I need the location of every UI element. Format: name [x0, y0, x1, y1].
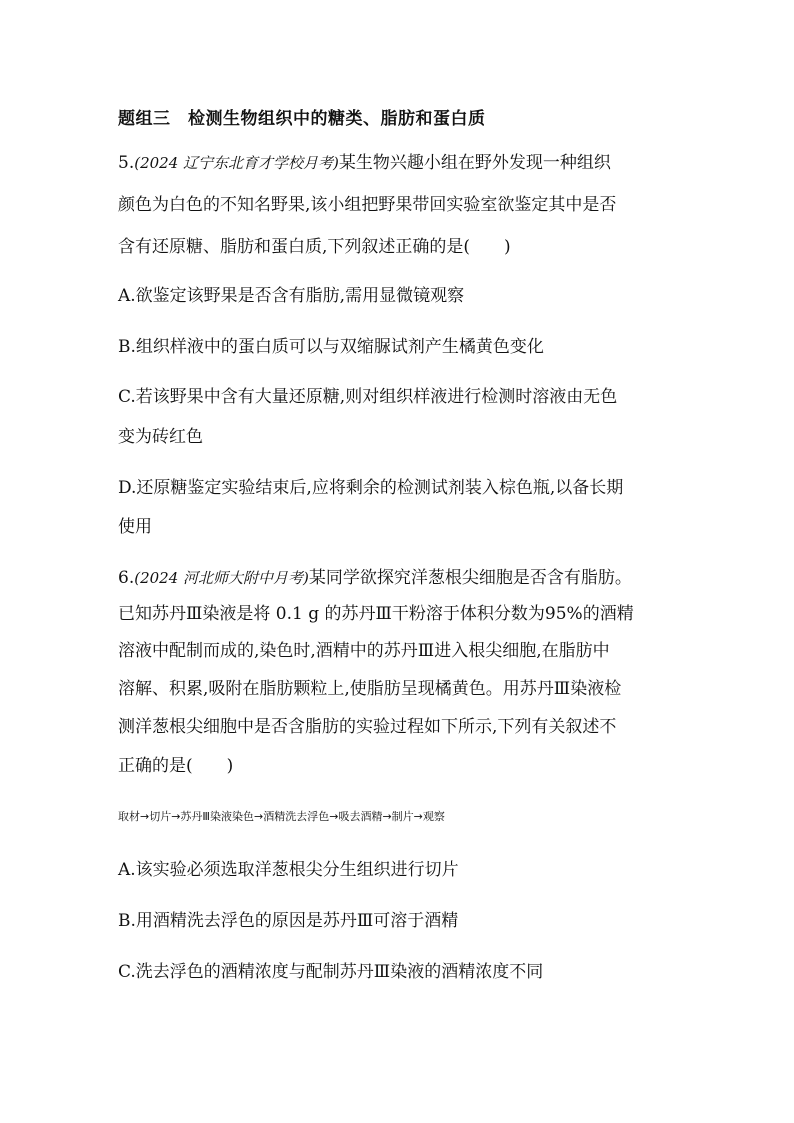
q6-stem-line-5: 测洋葱根尖细胞中是否含脂肪的实验过程如下所示,下列有关叙述不	[118, 717, 617, 737]
q5-option-c-line-1: C.若该野果中含有大量还原糖,则对组织样液进行检测时溶液由无色	[118, 387, 618, 407]
q5-option-a: A.欲鉴定该野果是否含有脂肪,需用显微镜观察	[118, 286, 465, 306]
q6-option-c: C.洗去浮色的酒精浓度与配制苏丹Ⅲ染液的酒精浓度不同	[118, 962, 544, 982]
q5-stem-line-2: 颜色为白色的不知名野果,该小组把野果带回实验室欲鉴定其中是否	[118, 195, 617, 215]
q6-stem-line-6	[118, 755, 233, 777]
q6-procedure-flow: 取材→切片→苏丹Ⅲ染液染色→酒精洗去浮色→吸去酒精→制片→观察	[118, 810, 445, 823]
q6-stem-line-3: 溶液中配制而成的,染色时,酒精中的苏丹Ⅲ进入根尖细胞,在脂肪中	[118, 641, 610, 661]
q6-stem-close: )	[226, 756, 234, 776]
q5-source: (2024 辽宁东北育才学校月考)	[134, 154, 339, 172]
section-title: 题组三 检测生物组织中的糖类、脂肪和蛋白质	[118, 109, 486, 129]
q5-option-b: B.组织样液中的蛋白质可以与双缩脲试剂产生橘黄色变化	[118, 337, 544, 357]
q5-stem-text-1: 某生物兴趣小组在野外发现一种组织	[338, 153, 611, 173]
q5-stem-close: )	[504, 237, 511, 257]
q5-stem-line-1	[118, 152, 611, 174]
q5-number: 5.	[118, 153, 135, 173]
q5-stem-text-3: 含有还原糖、脂肪和蛋白质,下列叙述正确的是(	[118, 237, 471, 257]
q6-option-a: A.该实验必须选取洋葱根尖分生组织进行切片	[118, 860, 459, 880]
q5-stem-line-3	[118, 236, 511, 258]
q6-stem-line-2: 已知苏丹Ⅲ染液是将 0.1 g 的苏丹Ⅲ干粉溶于体积分数为95%的酒精	[118, 604, 634, 624]
q6-source: (2024 河北师大附中月考)	[134, 569, 309, 587]
q6-number: 6.	[118, 568, 135, 588]
q6-stem-line-1	[118, 567, 632, 589]
q6-stem-text-1: 某同学欲探究洋葱根尖细胞是否含有脂肪。	[308, 568, 632, 588]
q6-stem-text-6: 正确的是(	[118, 756, 193, 776]
q5-option-d-line-1: D.还原糖鉴定实验结束后,应将剩余的检测试剂装入棕色瓶,以备长期	[118, 478, 624, 498]
q6-stem-line-4: 溶解、积累,吸附在脂肪颗粒上,使脂肪呈现橘黄色。用苏丹Ⅲ染液检	[118, 679, 622, 699]
q6-option-b: B.用酒精洗去浮色的原因是苏丹Ⅲ可溶于酒精	[118, 911, 459, 931]
q5-option-d-line-2: 使用	[118, 517, 152, 537]
q5-option-c-line-2: 变为砖红色	[118, 427, 203, 447]
